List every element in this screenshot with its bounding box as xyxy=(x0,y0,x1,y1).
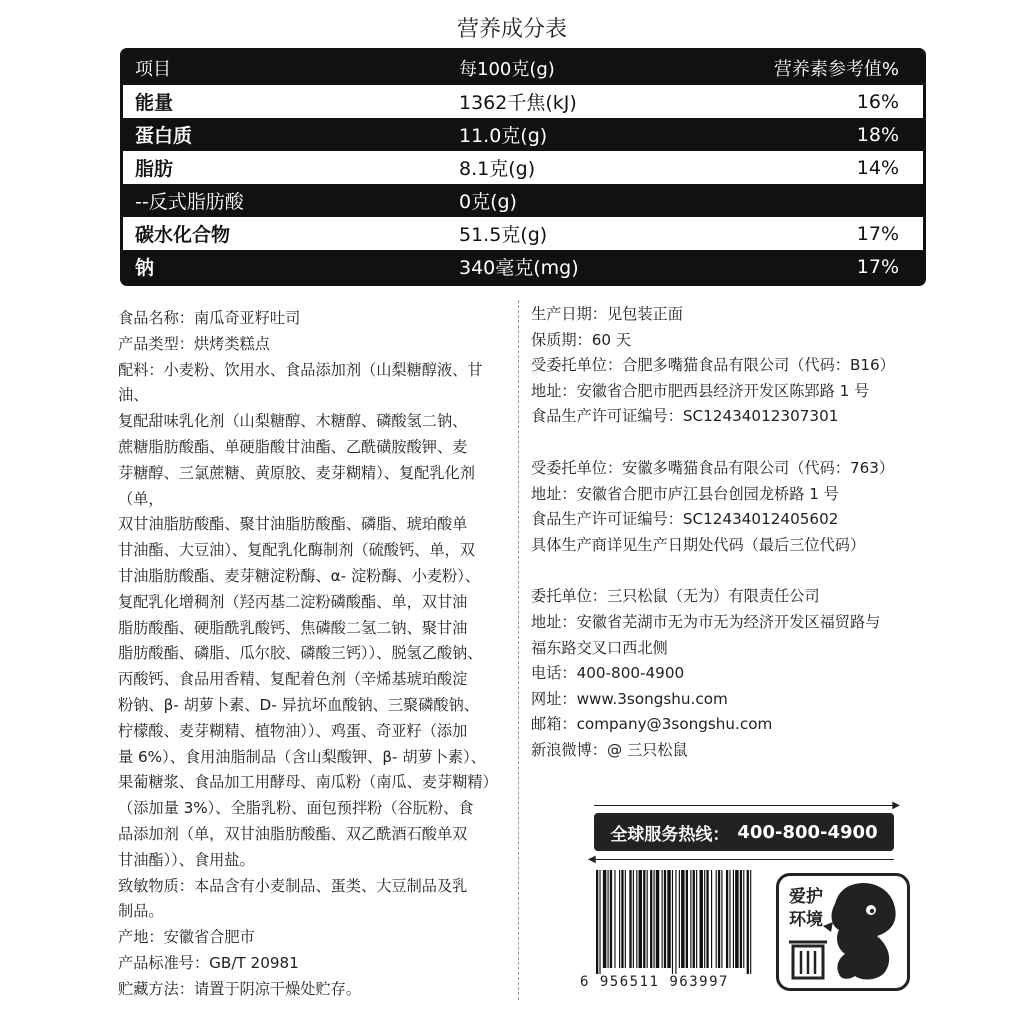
barcode-bar xyxy=(681,870,684,968)
row-item: 碳水化合物 xyxy=(135,224,231,246)
arrow-left-icon: ◀ xyxy=(588,854,596,865)
hotline-bottom-rule xyxy=(594,859,894,860)
row-per100: 8.1克(g) xyxy=(459,158,536,180)
barcode-bar xyxy=(643,870,645,968)
email: 邮箱：company@3songshu.com xyxy=(531,715,773,734)
origin: 产地：安徽省合肥市 xyxy=(118,928,255,947)
barcode-bar xyxy=(603,870,606,968)
ingredients-line: 量 6%）、食用油脂制品（含山梨酸钾、β- 胡萝卜素）、 xyxy=(118,747,486,766)
barcode-bar xyxy=(716,870,717,968)
barcode-bar xyxy=(662,870,663,968)
eco-line-1: 爱护 xyxy=(789,887,823,907)
barcode-bar xyxy=(629,870,631,968)
hotline-box xyxy=(594,813,894,851)
row-per100: 11.0克(g) xyxy=(459,125,548,147)
ingredients-line: 双甘油脂肪酸酯、聚甘油脂肪酸酯、磷脂、琥珀酸单 xyxy=(118,515,468,534)
manufacturer-2-unit: 受委托单位：安徽多嘴猫食品有限公司（代码：763） xyxy=(531,458,895,477)
storage-method: 贮藏方法：请置于阴凉干燥处贮存。 xyxy=(118,979,361,998)
barcode-bar xyxy=(733,870,734,968)
ingredients-line: 配料：小麦粉、饮用水、食品添加剂（山梨糖醇液、甘油、 xyxy=(118,360,483,405)
barcode-bar xyxy=(656,870,659,968)
nutrition-row-carbs xyxy=(123,217,923,250)
ingredients-line: 果葡糖浆、食品加工用酵母、南瓜粉（南瓜、麦芽糊精） xyxy=(118,773,498,792)
barcode-bar xyxy=(619,870,620,968)
row-per100: 1362千焦(kJ) xyxy=(459,92,577,114)
nutrition-row-fat xyxy=(123,151,923,184)
eco-line-2: 环境 xyxy=(789,910,823,930)
manufacturer-1-address: 地址：安徽省合肥市肥西县经济开发区陈郢路 1 号 xyxy=(531,381,870,400)
barcode-bar xyxy=(664,870,666,968)
barcode-bar xyxy=(625,870,626,968)
nutrition-row-trans-fat xyxy=(123,184,923,217)
barcode-bar xyxy=(700,870,703,968)
phone: 电话：400-800-4900 xyxy=(531,664,685,683)
barcode-bar xyxy=(686,870,688,968)
nutrition-row-sodium xyxy=(123,250,923,283)
row-item: 能量 xyxy=(135,92,174,114)
ingredients-line: 脂肪酸酯、磷脂、瓜尔胶、磷酸三钙））、脱氢乙酸钠、 xyxy=(118,644,483,663)
barcode-bar xyxy=(743,870,744,968)
manufacturer-note: 具体生产商详见生产日期处代码（最后三位代码） xyxy=(531,535,866,554)
ingredients-line: 甘油脂肪酸酯、麦芽糖淀粉酶、α- 淀粉酶、小麦粉）、 xyxy=(118,566,481,585)
row-per100: 51.5克(g) xyxy=(459,224,548,246)
header-item: 项目 xyxy=(135,59,171,80)
hotline-top-rule xyxy=(594,805,894,806)
barcode-bar xyxy=(610,870,612,968)
product-type: 产品类型：烘烤类糕点 xyxy=(118,334,270,353)
barcode-bar xyxy=(614,870,615,968)
barcode-bar xyxy=(679,870,680,968)
client-address-line-1: 地址：安徽省芜湖市无为市无为经济开发区福贸路与 xyxy=(531,612,881,631)
barcode-bar xyxy=(639,870,642,968)
ingredients-line: 芽糖醇、三氯蔗糖、黄原胶、麦芽糊精）、复配乳化剂（单， xyxy=(118,463,475,508)
nutrition-row-protein xyxy=(123,118,923,151)
barcode xyxy=(580,870,764,994)
manufacturer-1-unit: 受委托单位：合肥多嘴猫食品有限公司（代码：B16） xyxy=(531,356,895,375)
barcode-bar xyxy=(690,870,691,968)
eco-badge xyxy=(776,873,910,991)
ingredients-line: 柠檬酸、麦芽糊精、植物油））、鸡蛋、奇亚籽（添加 xyxy=(118,721,468,740)
barcode-bar xyxy=(654,870,655,968)
barcode-bar xyxy=(706,870,708,968)
ingredients-line: （添加量 3%）、全脂乳粉、面包预拌粉（谷朊粉、食 xyxy=(118,799,474,818)
row-nrv: 17% xyxy=(856,222,899,245)
row-nrv: 18% xyxy=(856,123,899,146)
row-per100: 0克(g) xyxy=(459,191,517,213)
barcode-bar xyxy=(693,870,695,968)
product-info-left xyxy=(118,306,508,1003)
barcode-bar xyxy=(621,870,623,968)
header-nrv: 营养素参考值% xyxy=(773,59,899,80)
barcode-bar xyxy=(729,870,730,968)
barcode-bar xyxy=(696,870,697,968)
nutrition-table xyxy=(120,48,926,286)
barcode-bar xyxy=(718,870,720,968)
column-divider xyxy=(518,300,520,1000)
client-unit: 委托单位：三只松鼠（无为）有限责任公司 xyxy=(531,587,820,606)
ingredients-line: 脂肪酸酯、硬脂酰乳酸钙、焦磷酸二氢二钠、聚甘油 xyxy=(118,618,468,637)
barcode-bar xyxy=(650,870,652,968)
ingredients-line: 蔗糖脂肪酸酯、单硬脂酸甘油酯、乙酰磺胺酸钾、麦 xyxy=(118,437,468,456)
barcode-bar xyxy=(747,870,749,974)
nutrition-row-energy xyxy=(123,85,923,118)
ingredients-line: 复配甜味乳化剂（山梨糖醇、木糖醇、磷酸氢二钠、 xyxy=(118,412,468,431)
barcode-bars xyxy=(594,870,754,974)
row-nrv: 17% xyxy=(856,255,899,278)
barcode-bar xyxy=(596,870,598,974)
barcode-bar xyxy=(721,870,722,968)
website: 网址：www.3songshu.com xyxy=(531,689,728,708)
barcode-bar xyxy=(726,870,728,968)
hotline-number: 400-800-4900 xyxy=(737,821,878,843)
row-nrv: 14% xyxy=(856,156,899,179)
manufacturer-2-license: 食品生产许可证编号：SC12434012405602 xyxy=(531,510,839,529)
barcode-bar xyxy=(750,870,751,974)
row-nrv: 16% xyxy=(856,90,899,113)
ingredients-line: 甘油酯））、食用盐。 xyxy=(118,850,255,869)
manufacturer-2-address: 地址：安徽省合肥市庐江县台创园龙桥路 1 号 xyxy=(531,484,839,503)
barcode-bar xyxy=(711,870,712,968)
ingredients-line: 丙酸钙、食品用香精、复配着色剂（辛烯基琥珀酸淀 xyxy=(118,670,468,689)
allergen-line: 制品。 xyxy=(118,902,164,921)
allergens xyxy=(118,874,508,926)
squirrel-trash-icon xyxy=(779,876,907,988)
barcode-bar xyxy=(599,870,600,974)
manufacturer-1-license: 食品生产许可证编号：SC12434012307301 xyxy=(531,407,839,426)
barcode-bar xyxy=(675,870,676,974)
barcode-bar xyxy=(672,870,673,974)
ingredients xyxy=(118,358,508,874)
barcode-bar xyxy=(608,870,609,968)
ingredients-line: 品添加剂（单，双甘油脂肪酸酯、双乙酰酒石酸单双 xyxy=(118,824,468,843)
nutrition-header-row xyxy=(123,51,923,85)
ingredients-line: 粉钠、β- 胡萝卜素、D- 异抗坏血酸钠、三聚磷酸钠、 xyxy=(118,695,479,714)
row-item: 蛋白质 xyxy=(135,125,193,147)
row-item: --反式脂肪酸 xyxy=(135,191,244,213)
row-item: 钠 xyxy=(135,257,155,279)
row-item: 脂肪 xyxy=(135,158,174,180)
arrow-right-icon: ▶ xyxy=(892,800,900,811)
row-per100: 340毫克(mg) xyxy=(459,257,579,279)
barcode-bar xyxy=(647,870,648,968)
product-standard: 产品标准号：GB/T 20981 xyxy=(118,953,299,972)
service-hotline xyxy=(588,800,900,865)
barcode-digits: 6 956511 963997 xyxy=(580,974,729,990)
page-title: 营养成分表 xyxy=(456,17,567,42)
hotline-label: 全球服务热线： xyxy=(610,824,730,845)
client-address-line-2: 福东路交叉口西北侧 xyxy=(531,638,668,657)
barcode-bar xyxy=(740,870,742,968)
allergen-line: 致敏物质：本品含有小麦制品、蛋类、大豆制品及乳 xyxy=(118,876,468,895)
food-name: 食品名称：南瓜奇亚籽吐司 xyxy=(118,309,301,327)
barcode-bar xyxy=(667,870,670,968)
ingredients-line: 复配乳化增稠剂（羟丙基二淀粉磷酸酯、单，双甘油 xyxy=(118,592,468,611)
barcode-bar xyxy=(735,870,738,968)
production-date: 生产日期：见包装正面 xyxy=(531,305,683,323)
ingredients-line: 甘油酯、大豆油）、复配乳化酶制剂（硫酸钙、单，双 xyxy=(118,541,475,560)
barcode-bar xyxy=(704,870,705,968)
barcode-bar xyxy=(636,870,637,968)
barcode-bar xyxy=(633,870,634,968)
shelf-life: 保质期：60 天 xyxy=(531,330,632,349)
header-per100: 每100克(g) xyxy=(459,59,555,80)
product-info-right xyxy=(531,302,951,764)
weibo: 新浪微博：@ 三只松鼠 xyxy=(531,740,688,759)
